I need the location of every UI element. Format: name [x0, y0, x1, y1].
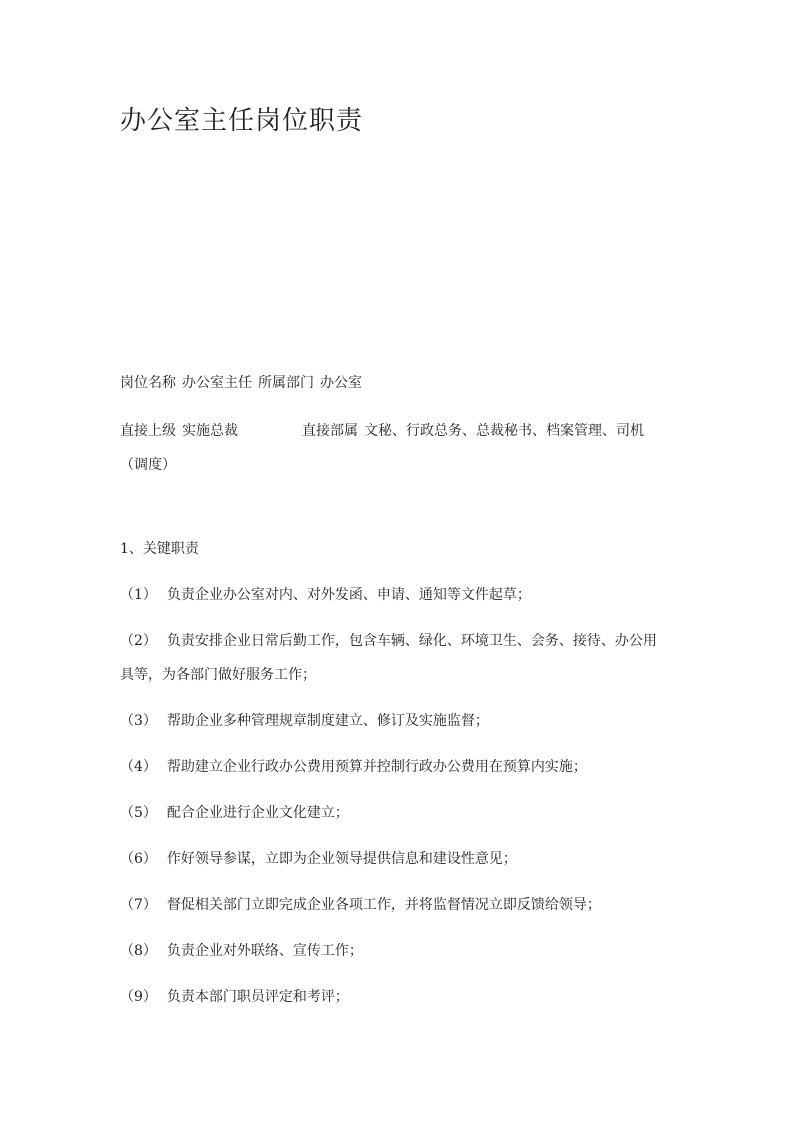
subordinates-value: 文秘、行政总务、总裁秘书、档案管理、司机 [364, 423, 644, 439]
duty-text: 负责企业办公室对内、对外发函、申请、通知等文件起草； [166, 587, 531, 603]
duty-text: 负责本部门职员评定和考评； [166, 989, 349, 1005]
duty-number: （5） [120, 805, 157, 821]
duty-number: （4） [120, 759, 157, 775]
subordinates-label: 直接部属 [302, 423, 358, 439]
duty-text-continued: 具等，为各部门做好服务工作； [120, 667, 316, 683]
duty-item [120, 626, 657, 656]
duty-text: 作好领导参谋，立即为企业领导提供信息和建设性意见； [166, 851, 517, 867]
duty-item [120, 844, 517, 874]
duty-text: 帮助建立企业行政办公费用预算并控制行政办公费用在预算内实施； [166, 759, 587, 775]
department-value: 办公室 [320, 375, 362, 391]
duty-number: （3） [120, 713, 157, 729]
subordinates-continued: （调度） [120, 457, 176, 473]
duty-text: 配合企业进行企业文化建立； [166, 805, 349, 821]
department-label: 所属部门 [258, 375, 314, 391]
duty-text: 负责企业对外联络、宣传工作； [166, 943, 363, 959]
superior-label: 直接上级 [120, 423, 176, 439]
superior-value: 实施总裁 [182, 423, 238, 439]
duty-item [120, 936, 363, 966]
superior-info-line [120, 416, 644, 446]
duty-item [120, 706, 489, 736]
position-label: 岗位名称 [120, 375, 176, 391]
duty-number: （7） [120, 897, 157, 913]
duty-text: 督促相关部门立即完成企业各项工作，并将监督情况立即反馈给领导； [166, 897, 601, 913]
subordinates-continued-line [120, 450, 176, 480]
duty-number: （1） [120, 587, 157, 603]
position-info-line [120, 368, 362, 398]
duty-item [120, 752, 587, 782]
duty-text: 负责安排企业日常后勤工作，包含车辆、绿化、环境卫生、会务、接待、办公用 [166, 633, 657, 649]
duty-number: （2） [120, 633, 157, 649]
duty-number: （6） [120, 851, 157, 867]
duty-item [120, 982, 349, 1012]
duty-number: （8） [120, 943, 157, 959]
duty-item [120, 890, 601, 920]
page-title: 办公室主任岗位职责 [120, 106, 364, 136]
duty-number: （9） [120, 989, 157, 1005]
duty-item [120, 798, 349, 828]
position-value: 办公室主任 [182, 375, 252, 391]
duty-text: 帮助企业多种管理规章制度建立、修订及实施监督； [166, 713, 489, 729]
duty-item-continued [120, 660, 316, 690]
duty-item [120, 580, 531, 610]
section-heading: 1、关键职责 [120, 541, 199, 557]
